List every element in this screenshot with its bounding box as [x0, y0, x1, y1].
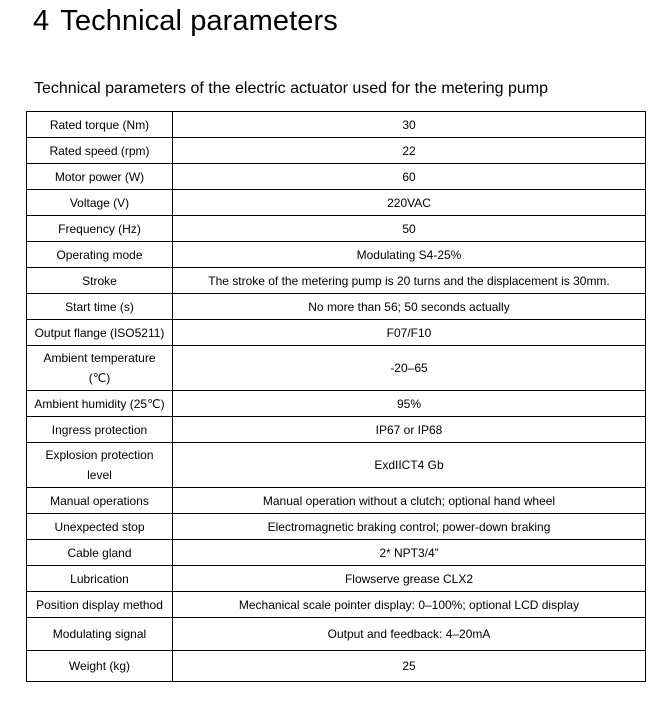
table-row	[27, 443, 646, 488]
section-heading	[33, 5, 338, 38]
technical-parameters-table	[26, 111, 646, 682]
param-name: Ingress protection	[27, 417, 173, 443]
param-name: Manual operations	[27, 488, 173, 514]
param-name: Stroke	[27, 268, 173, 294]
param-name: Voltage (V)	[27, 190, 173, 216]
table-row	[27, 138, 646, 164]
table-row	[27, 164, 646, 190]
param-name-line1: Ambient temperature	[43, 351, 156, 365]
table-row	[27, 391, 646, 417]
param-name: Motor power (W)	[27, 164, 173, 190]
table-row	[27, 216, 646, 242]
param-value: 30	[173, 112, 646, 138]
param-name: Start time (s)	[27, 294, 173, 320]
table-row	[27, 488, 646, 514]
table-caption: Technical parameters of the electric actuator used for the metering pump	[34, 80, 549, 97]
param-value: Electromagnetic braking control; power-down braking	[173, 514, 646, 540]
param-value: 50	[173, 216, 646, 242]
param-name-line2: level	[87, 468, 112, 482]
table-row	[27, 566, 646, 592]
table-row	[27, 346, 646, 391]
param-name: Cable gland	[27, 540, 173, 566]
param-value: No more than 56; 50 seconds actually	[173, 294, 646, 320]
param-name-line1: Explosion protection	[45, 448, 154, 462]
table-row	[27, 540, 646, 566]
table-row	[27, 190, 646, 216]
param-value: 60	[173, 164, 646, 190]
param-value: 2* NPT3/4”	[173, 540, 646, 566]
param-value: Flowserve grease CLX2	[173, 566, 646, 592]
param-value: ExdIICT4 Gb	[173, 443, 646, 488]
section-number: 4	[33, 5, 50, 37]
table-row	[27, 242, 646, 268]
param-name: Rated torque (Nm)	[27, 112, 173, 138]
table-row	[27, 651, 646, 682]
table-row	[27, 112, 646, 138]
table-row	[27, 514, 646, 540]
param-name: Lubrication	[27, 566, 173, 592]
param-name: Weight (kg)	[27, 651, 173, 682]
param-value: Mechanical scale pointer display: 0–100%; optional LCD display	[173, 592, 646, 618]
param-value: F07/F10	[173, 320, 646, 346]
param-name: Output flange (ISO5211)	[27, 320, 173, 346]
param-value: IP67 or IP68	[173, 417, 646, 443]
param-value: Output and feedback: 4–20mA	[173, 618, 646, 651]
param-name: Ambient humidity (25℃)	[27, 391, 173, 417]
table-row	[27, 268, 646, 294]
param-value: Modulating S4-25%	[173, 242, 646, 268]
param-value: Manual operation without a clutch; optional hand wheel	[173, 488, 646, 514]
param-name: Frequency (Hz)	[27, 216, 173, 242]
param-value: 22	[173, 138, 646, 164]
param-name: Modulating signal	[27, 618, 173, 651]
param-value: -20–65	[173, 346, 646, 391]
param-name	[27, 346, 173, 391]
param-value: 220VAC	[173, 190, 646, 216]
table-row	[27, 417, 646, 443]
param-value: 95%	[173, 391, 646, 417]
param-name	[27, 443, 173, 488]
param-name: Rated speed (rpm)	[27, 138, 173, 164]
param-value: 25	[173, 651, 646, 682]
param-value: The stroke of the metering pump is 20 turns and the displacement is 30mm.	[173, 268, 646, 294]
param-name: Position display method	[27, 592, 173, 618]
table-row	[27, 618, 646, 651]
table-row	[27, 294, 646, 320]
param-name: Operating mode	[27, 242, 173, 268]
table-row	[27, 592, 646, 618]
section-title: Technical parameters	[60, 5, 338, 37]
table-row	[27, 320, 646, 346]
param-name: Unexpected stop	[27, 514, 173, 540]
param-name-line2: (℃)	[88, 371, 111, 385]
